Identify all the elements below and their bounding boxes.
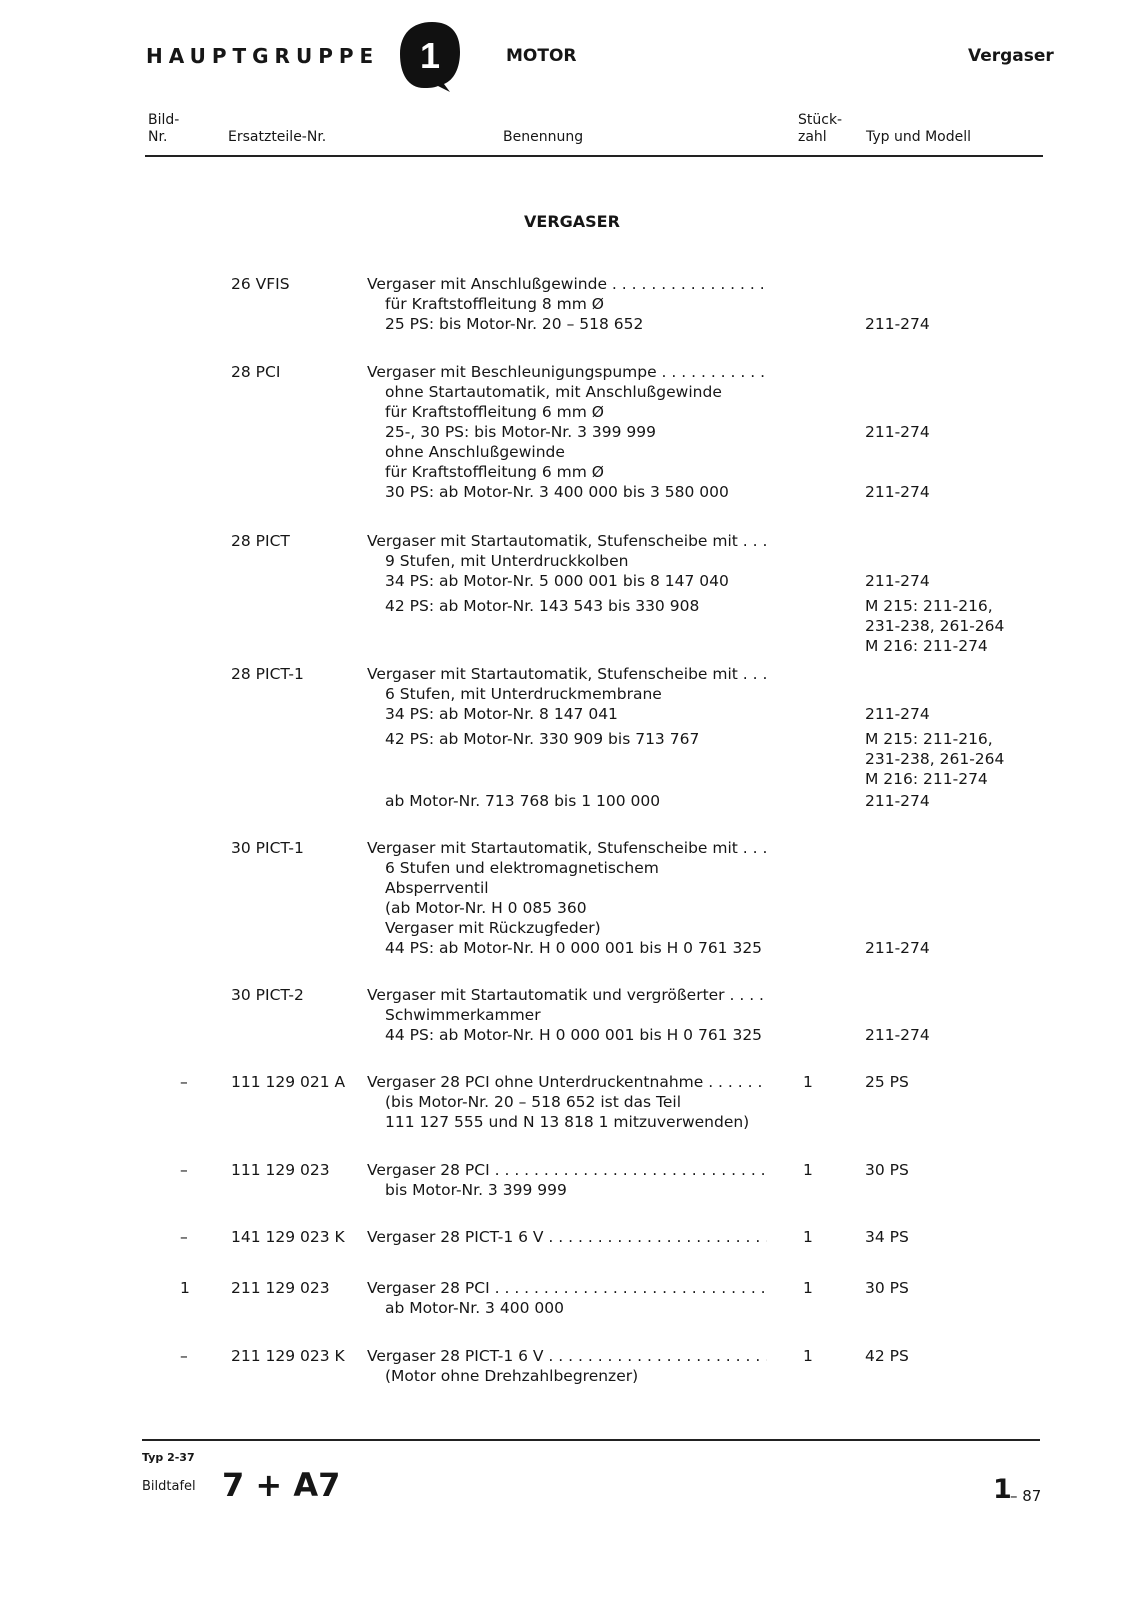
typ-modell: M 215: 211-216,	[865, 597, 993, 615]
stueckzahl: 1	[803, 1228, 813, 1246]
typ-modell: M 216: 211-274	[865, 637, 988, 655]
ersatzteil-nr: 28 PCI	[231, 363, 281, 381]
benennung-detail: Absperrventil	[385, 879, 489, 897]
typ-modell: M 216: 211-274	[865, 770, 988, 788]
group-badge-number: 1	[419, 35, 441, 76]
footer-page-group: 1	[993, 1474, 1012, 1505]
benennung-main: Vergaser 28 PCI ohne Unterdruckentnahme . . .	[367, 1072, 767, 1092]
typ-modell: 211-274	[865, 792, 930, 810]
typ-modell: 211-274	[865, 315, 930, 333]
benennung-detail: für Kraftstoffleitung 8 mm Ø	[385, 295, 604, 313]
header-rule	[145, 155, 1043, 157]
benennung-detail: 25 PS: bis Motor-Nr. 20 – 518 652	[385, 315, 644, 333]
stueckzahl: 1	[803, 1073, 813, 1091]
benennung-detail: ab Motor-Nr. 713 768 bis 1 100 000	[385, 792, 661, 810]
typ-modell: 211-274	[865, 572, 930, 590]
benennung-detail: ohne Startautomatik, mit Anschlußgewinde	[385, 383, 722, 401]
typ-modell: M 215: 211-216,	[865, 730, 993, 748]
benennung-main: Vergaser mit Startautomatik, Stufenscheibe mit . . .	[367, 664, 767, 684]
col-stueck-line2: zahl	[798, 129, 827, 145]
col-bild-line2: Nr.	[148, 129, 168, 145]
benennung-main: Vergaser 28 PCI . . .	[367, 1278, 767, 1298]
header-motor: MOTOR	[506, 46, 577, 66]
typ-modell: 211-274	[865, 705, 930, 723]
benennung-main: Vergaser mit Startautomatik, Stufenscheibe mit . . .	[367, 838, 767, 858]
benennung-detail: für Kraftstoffleitung 6 mm Ø	[385, 403, 604, 421]
col-bild-line1: Bild-	[148, 112, 180, 128]
benennung-detail: 34 PS: ab Motor-Nr. 8 147 041	[385, 705, 618, 723]
benennung-detail: 34 PS: ab Motor-Nr. 5 000 001 bis 8 147 040	[385, 572, 729, 590]
benennung-detail: 44 PS: ab Motor-Nr. H 0 000 001 bis H 0 761 325	[385, 939, 763, 957]
ersatzteil-nr: 30 PICT-1	[231, 839, 304, 857]
typ-modell: 42 PS	[865, 1347, 909, 1365]
typ-modell: 34 PS	[865, 1228, 909, 1246]
benennung-detail: (Motor ohne Drehzahlbegrenzer)	[385, 1367, 639, 1385]
stueckzahl: 1	[803, 1347, 813, 1365]
ersatzteil-nr: 111 129 023	[231, 1161, 330, 1179]
group-badge-icon	[398, 22, 462, 92]
benennung-detail: 6 Stufen und elektromagnetischem	[385, 859, 659, 877]
bild-nr: –	[180, 1347, 188, 1365]
section-title: VERGASER	[524, 212, 620, 231]
ersatzteil-nr: 211 129 023	[231, 1279, 330, 1297]
col-ersatzteile: Ersatzteile-Nr.	[228, 129, 327, 145]
col-typ-modell: Typ und Modell	[866, 129, 971, 145]
benennung-main: Vergaser mit Beschleunigungspumpe . . .	[367, 362, 767, 382]
typ-modell: 231-238, 261-264	[865, 750, 1005, 768]
footer-bildtafel-label: Bildtafel	[142, 1479, 196, 1494]
bild-nr: –	[180, 1073, 188, 1091]
ersatzteil-nr: 111 129 021 A	[231, 1073, 346, 1091]
typ-modell: 211-274	[865, 483, 930, 501]
benennung-detail: für Kraftstoffleitung 6 mm Ø	[385, 463, 604, 481]
benennung-main: Vergaser mit Startautomatik, Stufenscheibe mit . . .	[367, 531, 767, 551]
benennung-detail: ohne Anschlußgewinde	[385, 443, 565, 461]
benennung-detail: 6 Stufen, mit Unterdruckmembrane	[385, 685, 662, 703]
col-bild	[148, 112, 179, 146]
benennung-main: Vergaser 28 PCI . . .	[367, 1160, 767, 1180]
col-stueck-line1: Stück-	[798, 112, 843, 128]
typ-modell: 211-274	[865, 1026, 930, 1044]
benennung-detail: 30 PS: ab Motor-Nr. 3 400 000 bis 3 580 000	[385, 483, 729, 501]
ersatzteil-nr: 211 129 023 K	[231, 1347, 345, 1365]
ersatzteil-nr: 30 PICT-2	[231, 986, 304, 1004]
benennung-main: Vergaser 28 PICT-1 6 V . . .	[367, 1346, 767, 1366]
footer-page-number: – 87	[1010, 1487, 1042, 1505]
bild-nr: –	[180, 1161, 188, 1179]
col-stueckzahl	[798, 112, 842, 146]
stueckzahl: 1	[803, 1161, 813, 1179]
benennung-detail: 111 127 555 und N 13 818 1 mitzuverwenden)	[385, 1113, 750, 1131]
benennung-main: Vergaser mit Anschlußgewinde . . .	[367, 274, 767, 294]
stueckzahl: 1	[803, 1279, 813, 1297]
footer-bildtafel-value: 7 + A7	[222, 1466, 341, 1504]
benennung-detail: 25-, 30 PS: bis Motor-Nr. 3 399 999	[385, 423, 656, 441]
bild-nr: 1	[180, 1279, 190, 1297]
benennung-detail: 44 PS: ab Motor-Nr. H 0 000 001 bis H 0 761 325	[385, 1026, 763, 1044]
ersatzteil-nr: 26 VFIS	[231, 275, 290, 293]
group-badge	[398, 22, 462, 92]
footer-rule	[142, 1439, 1040, 1441]
benennung-detail: bis Motor-Nr. 3 399 999	[385, 1181, 567, 1199]
typ-modell: 30 PS	[865, 1279, 909, 1297]
typ-modell: 231-238, 261-264	[865, 617, 1005, 635]
typ-modell: 25 PS	[865, 1073, 909, 1091]
benennung-detail: 9 Stufen, mit Unterdruckkolben	[385, 552, 629, 570]
benennung-detail: Vergaser mit Rückzugfeder)	[385, 919, 601, 937]
ersatzteil-nr: 28 PICT	[231, 532, 290, 550]
benennung-detail: (bis Motor-Nr. 20 – 518 652 ist das Teil	[385, 1093, 682, 1111]
bild-nr: –	[180, 1228, 188, 1246]
benennung-main: Vergaser 28 PICT-1 6 V . . .	[367, 1227, 767, 1247]
header-section: Vergaser	[968, 46, 1054, 66]
col-benennung: Benennung	[503, 129, 584, 145]
footer-typ: Typ 2-37	[142, 1451, 195, 1464]
ersatzteil-nr: 28 PICT-1	[231, 665, 304, 683]
benennung-detail: Schwimmerkammer	[385, 1006, 541, 1024]
ersatzteil-nr: 141 129 023 K	[231, 1228, 345, 1246]
benennung-detail: 42 PS: ab Motor-Nr. 330 909 bis 713 767	[385, 730, 700, 748]
typ-modell: 30 PS	[865, 1161, 909, 1179]
typ-modell: 211-274	[865, 939, 930, 957]
benennung-detail: (ab Motor-Nr. H 0 085 360	[385, 899, 587, 917]
benennung-main: Vergaser mit Startautomatik und vergrößerter . . .	[367, 985, 767, 1005]
benennung-detail: 42 PS: ab Motor-Nr. 143 543 bis 330 908	[385, 597, 700, 615]
benennung-detail: ab Motor-Nr. 3 400 000	[385, 1299, 564, 1317]
header-group: HAUPTGRUPPE	[146, 44, 380, 68]
typ-modell: 211-274	[865, 423, 930, 441]
